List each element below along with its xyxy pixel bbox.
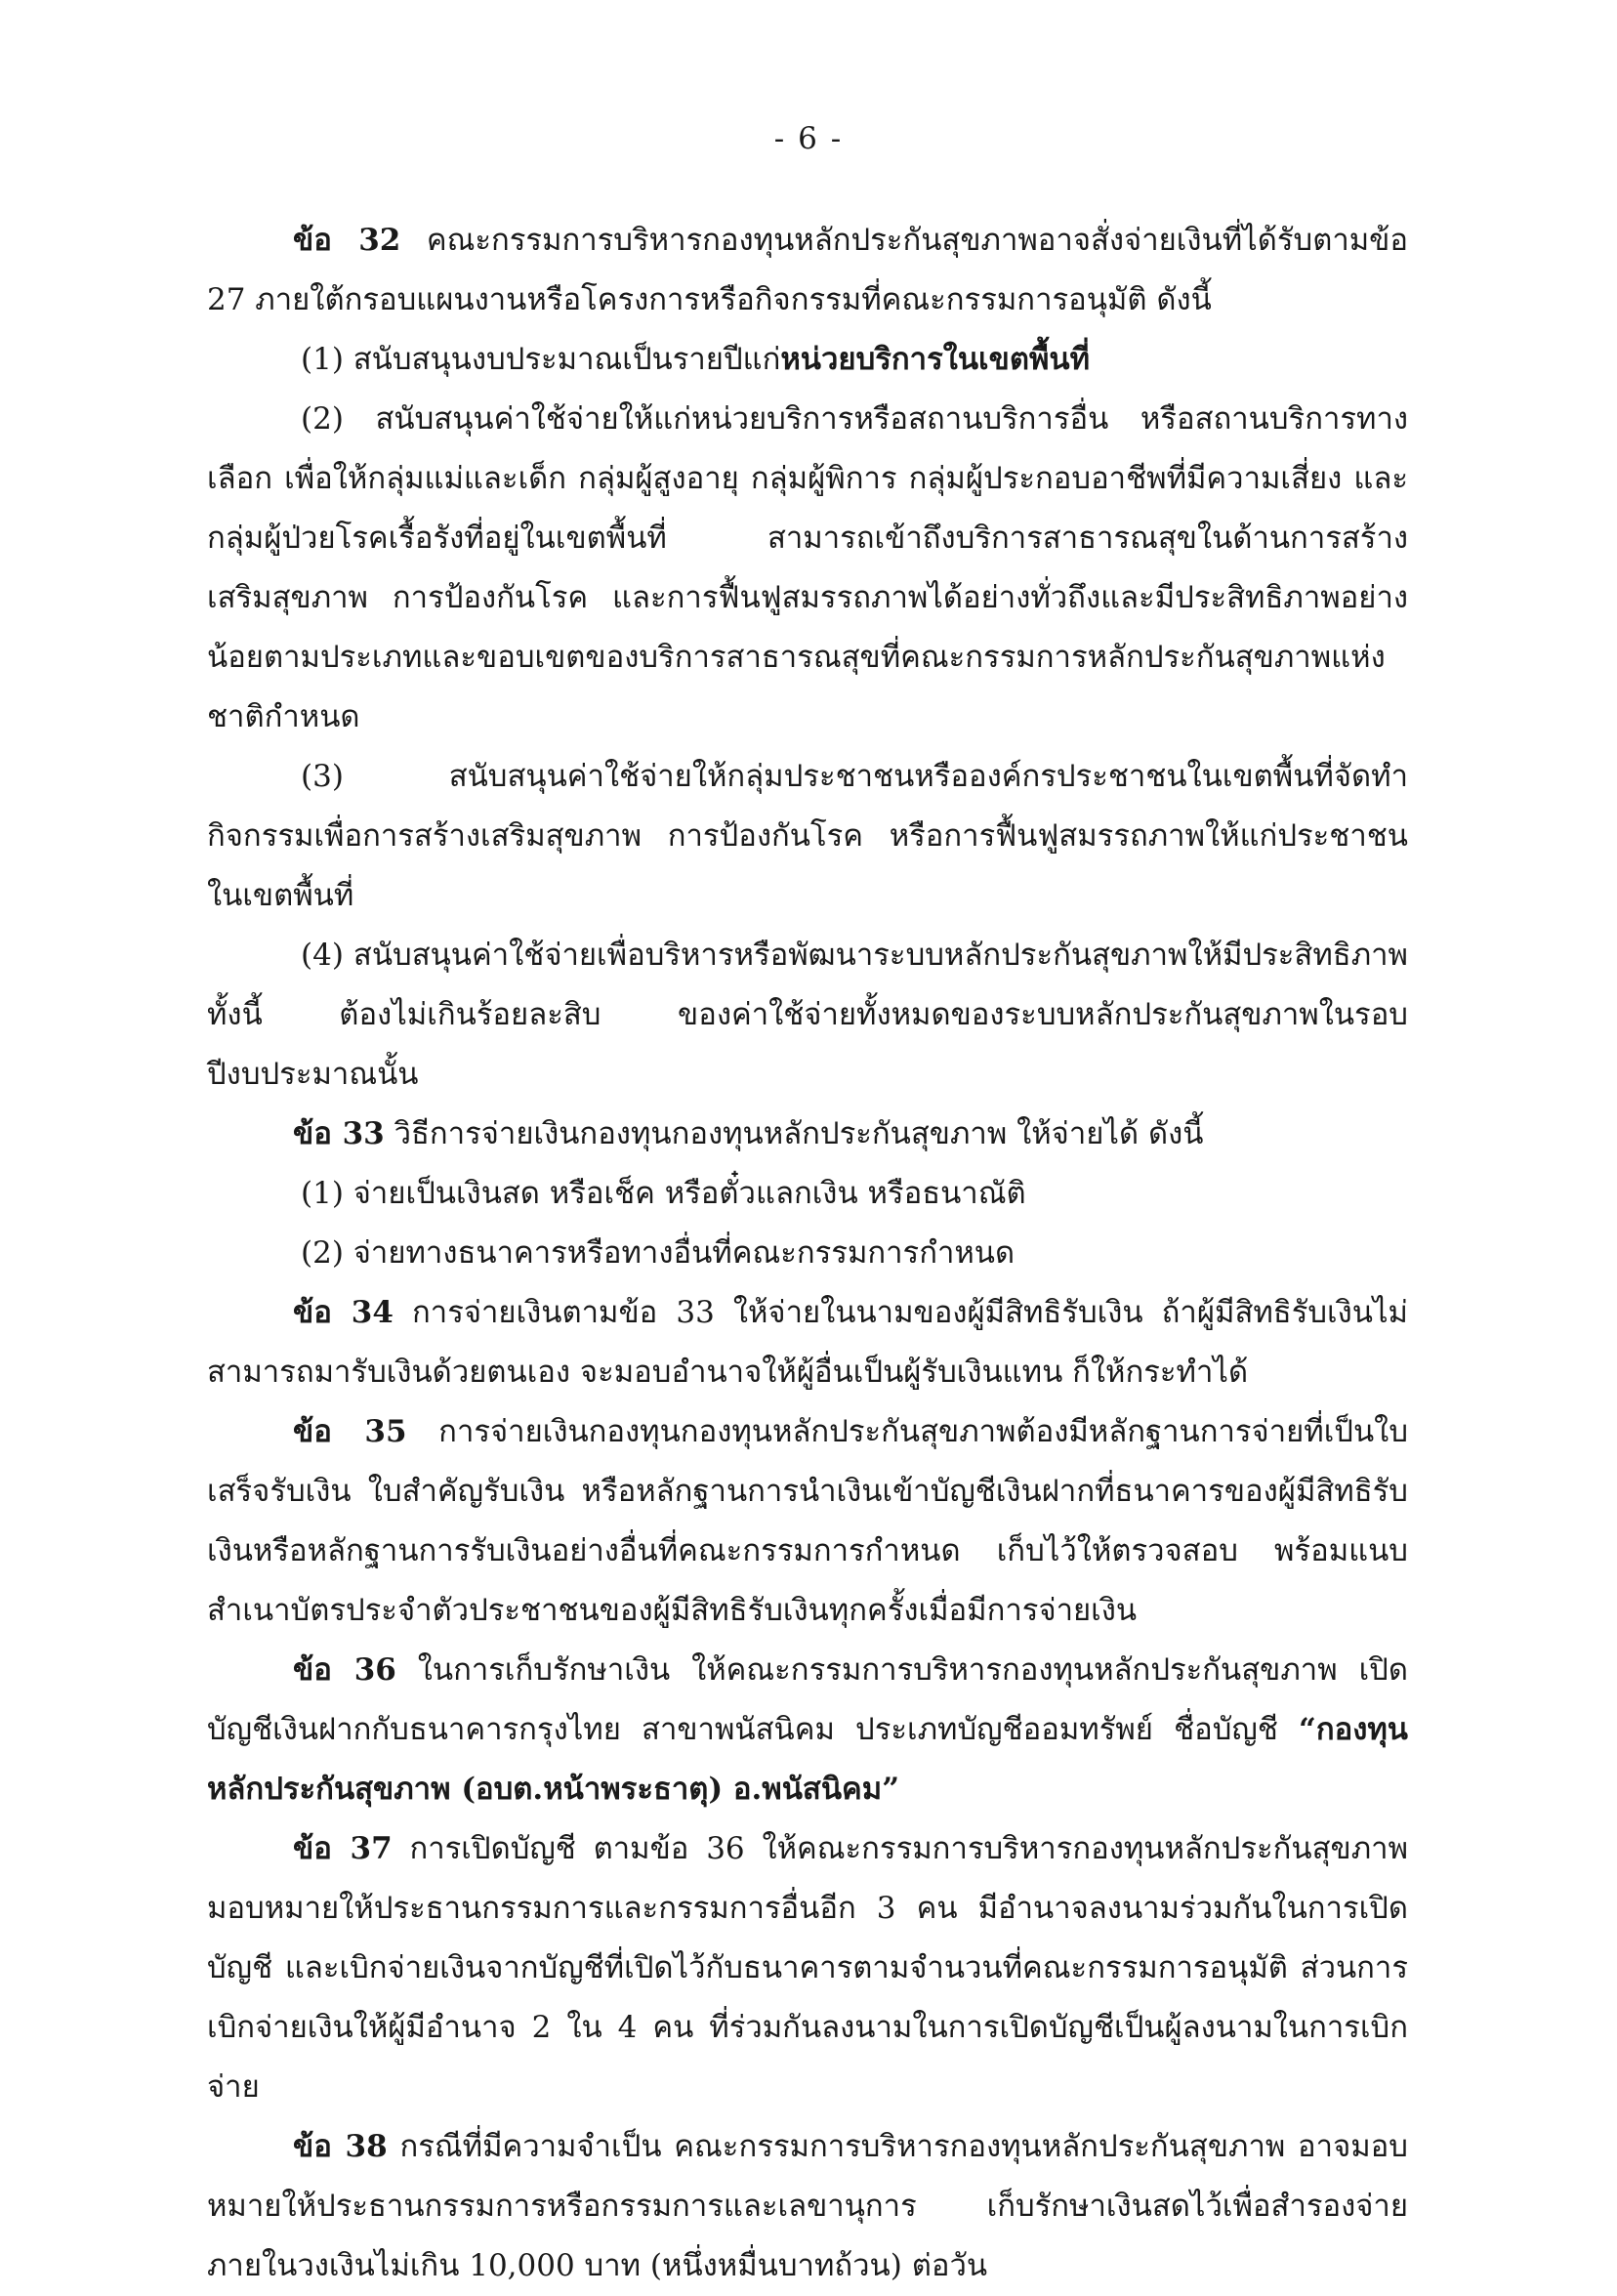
document-body (207, 211, 1408, 2296)
clause-text: การจ่ายเงินกองทุนกองทุนหลักประกันสุขภาพต้องมีหลักฐานการจ่ายที่เป็นใบเสร็จรับเงิน ใบสำคัญรับเงิน หรือหลักฐานการนำเงินเข้าบัญชีเงินฝากที่ธนาคารของผู้มีสิทธิรับเงินหรือหลักฐานการรับเงินอย่างอื่นที่คณะกรรมการกำหนด เก็บไว้ให้ตรวจสอบ พร้อมแนบสำเนาบัตรประจำตัวประชาชนของผู้มีสิทธิรับเงินทุกครั้งเมื่อมีการจ่ายเงิน (207, 1414, 1408, 1628)
clause-36 (207, 1641, 1408, 1819)
item-text: (4) สนับสนุนค่าใช้จ่ายเพื่อบริหารหรือพัฒนาระบบหลักประกันสุขภาพให้มีประสิทธิภาพ ทั้งนี้ ต้องไม่เกินร้อยละสิบ ของค่าใช้จ่ายทั้งหมดของระบบหลักประกันสุขภาพในรอบปีงบประมาณนั้น (207, 938, 1408, 1092)
page-number: - 6 - (773, 121, 844, 156)
clause-text: กรณีที่มีความจำเป็น คณะกรรมการบริหารกองทุนหลักประกันสุขภาพ อาจมอบหมายให้ประธานกรรมการหรือกรรมการและเลขานุการ เก็บรักษาเงินสดไว้เพื่อสำรองจ่ายภายในวงเงินไม่เกิน 10,000 บาท (หนึ่งหมื่นบาทถ้วน) ต่อวัน (207, 2129, 1408, 2283)
clause-32-item-1 (207, 330, 1408, 390)
item-text: (1) สนับสนุนงบประมาณเป็นรายปีแก่ (301, 342, 781, 377)
item-text: (2) จ่ายทางธนาคารหรือทางอื่นที่คณะกรรมการกำหนด (301, 1235, 1016, 1271)
item-text: (3) สนับสนุนค่าใช้จ่ายให้กลุ่มประชาชนหรือองค์กรประชาชนในเขตพื้นที่จัดทำกิจกรรมเพื่อการสร้างเสริมสุขภาพ การป้องกันโรค หรือการฟื้นฟูสมรรถภาพให้แก่ประชาชนในเขตพื้นที่ (207, 759, 1408, 913)
clause-35 (207, 1402, 1408, 1641)
clause-32-item-4 (207, 926, 1408, 1105)
clause-number: ข้อ 33 (293, 1116, 385, 1151)
clause-number: ข้อ 36 (293, 1652, 396, 1688)
clause-33-item-1 (207, 1164, 1408, 1224)
clause-number: ข้อ 34 (293, 1295, 394, 1330)
clause-32 (207, 211, 1408, 330)
clause-number: ข้อ 38 (293, 2129, 388, 2164)
item-bold-text: หน่วยบริการในเขตพื้นที่ (780, 342, 1091, 377)
item-text: (2) สนับสนุนค่าใช้จ่ายให้แก่หน่วยบริการหรือสถานบริการอื่น หรือสถานบริการทางเลือก เพื่อให้กลุ่มแม่และเด็ก กลุ่มผู้สูงอายุ กลุ่มผู้พิการ กลุ่มผู้ประกอบอาชีพที่มีความเสี่ยง และกลุ่มผู้ป่วยโรคเรื้อรังที่อยู่ในเขตพื้นที่ สามารถเข้าถึงบริการสาธารณสุขในด้านการสร้างเสริมสุขภาพ การป้องกันโรค และการฟื้นฟูสมรรถภาพได้อย่างทั่วถึงและมีประสิทธิภาพอย่างน้อยตามประเภทและขอบเขตของบริการสาธารณสุขที่คณะกรรมการหลักประกันสุขภาพแห่งชาติกำหนด (207, 401, 1408, 734)
clause-number: ข้อ 37 (293, 1831, 393, 1866)
clause-text: วิธีการจ่ายเงินกองทุนกองทุนหลักประกันสุขภาพ ให้จ่ายได้ ดังนี้ (384, 1116, 1204, 1151)
clause-33 (207, 1105, 1408, 1164)
clause-number: ข้อ 35 (293, 1414, 407, 1449)
clause-text: ในการเก็บรักษาเงิน ให้คณะกรรมการบริหารกองทุนหลักประกันสุขภาพ เปิดบัญชีเงินฝากกับธนาคารกรุงไทย สาขาพนัสนิคม ประเภทบัญชีออมทรัพย์ ชื่อบัญชี (207, 1652, 1408, 1747)
clause-text: การเปิดบัญชี ตามข้อ 36 ให้คณะกรรมการบริหารกองทุนหลักประกันสุขภาพ มอบหมายให้ประธานกรรมการและกรรมการอื่นอีก 3 คน มีอำนาจลงนามร่วมกันในการเปิดบัญชี และเบิกจ่ายเงินจากบัญชีที่เปิดไว้กับธนาคารตามจำนวนที่คณะกรรมการอนุมัติ ส่วนการเบิกจ่ายเงินให้ผู้มีอำนาจ 2 ใน 4 คน ที่ร่วมกันลงนามในการเปิดบัญชีเป็นผู้ลงนามในการเบิกจ่าย (207, 1831, 1408, 2105)
clause-text: คณะกรรมการบริหารกองทุนหลักประกันสุขภาพอาจสั่งจ่ายเงินที่ได้รับตามข้อ 27 ภายใต้กรอบแผนงานหรือโครงการหรือกิจกรรมที่คณะกรรมการอนุมัติ ดังนี้ (207, 223, 1408, 317)
item-text: (1) จ่ายเป็นเงินสด หรือเช็ค หรือตั๋วแลกเงิน หรือธนาณัติ (301, 1176, 1026, 1211)
clause-32-item-3 (207, 747, 1408, 926)
account-name: “กองทุนหลักประกันสุขภาพ (อบต.หน้าพระธาตุ) อ.พนัสนิคม” (207, 1712, 1408, 1807)
clause-text: การจ่ายเงินตามข้อ 33 ให้จ่ายในนามของผู้มีสิทธิรับเงิน ถ้าผู้มีสิทธิรับเงินไม่สามารถมารับเงินด้วยตนเอง จะมอบอำนาจให้ผู้อื่นเป็นผู้รับเงินแทน ก็ให้กระทำได้ (207, 1295, 1408, 1390)
clause-32-item-2 (207, 390, 1408, 747)
clause-number: ข้อ 32 (293, 223, 401, 258)
clause-34 (207, 1283, 1408, 1402)
clause-33-item-2 (207, 1224, 1408, 1283)
clause-37 (207, 1819, 1408, 2117)
clause-38 (207, 2117, 1408, 2296)
